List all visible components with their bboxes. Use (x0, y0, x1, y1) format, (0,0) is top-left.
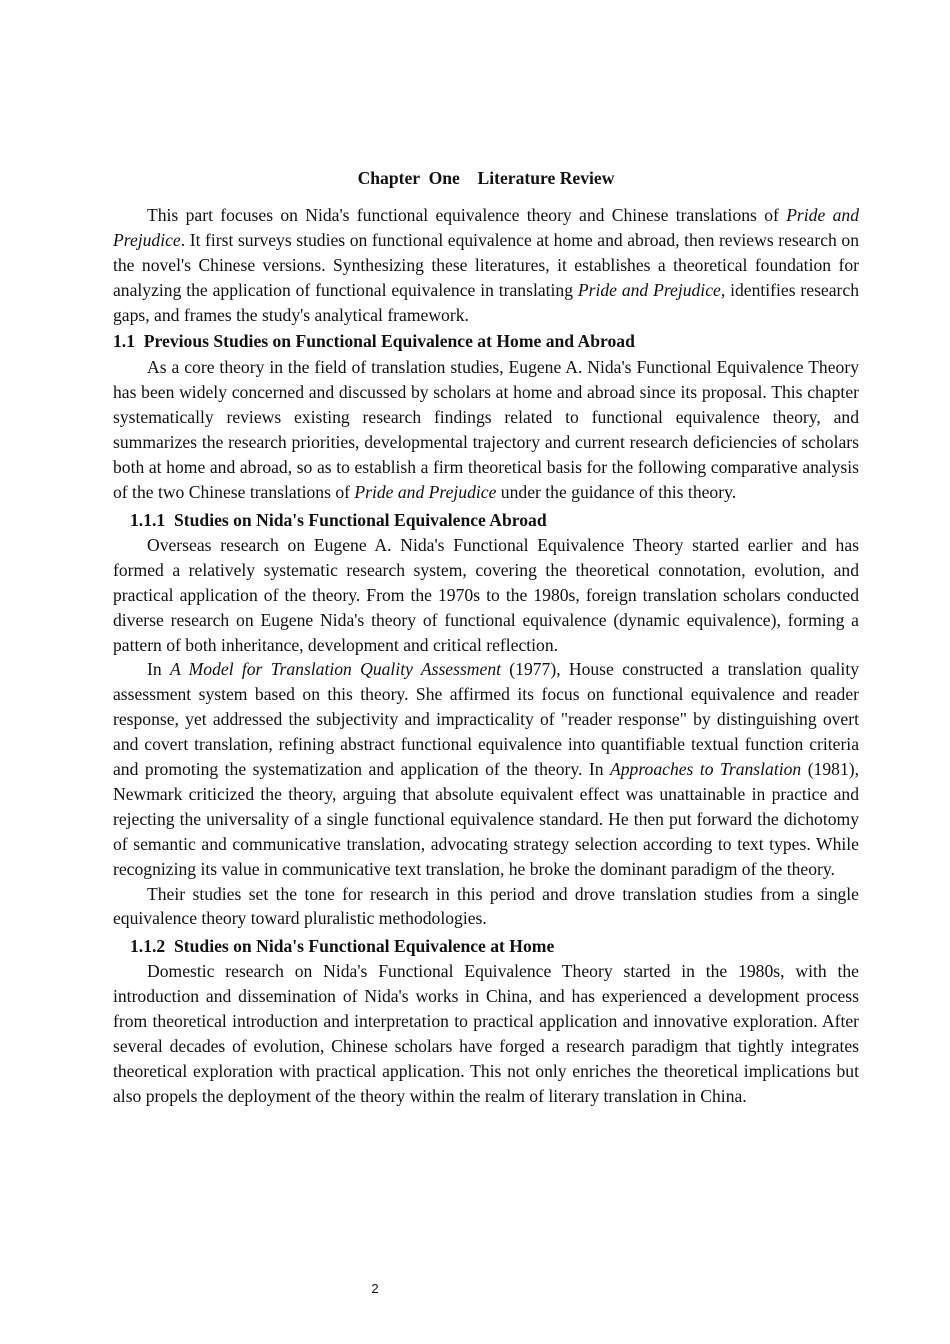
intro-paragraph (113, 203, 859, 328)
text-run: . It first surveys studies on functional equivalence at home and abroad, then reviews research on the novel's Chinese versions. Synthesizing these literatures, it establishes a theoretical foundation for analyzing the application of functional equivalence in translating (113, 229, 859, 300)
book-title: Pride and Prejudice (577, 279, 721, 300)
section-1-1-1-paragraph-3: Their studies set the tone for research in this period and drove translation studies from a single equivalence theory toward pluralistic methodologies. (113, 883, 859, 929)
text-run: This part focuses on Nida's functional equivalence theory and Chinese translations of (147, 204, 787, 225)
text-run: In (147, 659, 170, 680)
book-title: Pride and Prejudice (354, 481, 497, 502)
section-heading-1-1-1: 1.1.1 Studies on Nida's Functional Equivalence Abroad (130, 509, 547, 530)
book-title: Pride and Prejudice (113, 204, 859, 250)
text-run: , identifies research gaps, and frames the study's analytical framework. (113, 279, 859, 325)
text-run: (1977), House constructed a translation quality assessment system based on this theory. She affirmed its focus on functional equivalence and reader response, yet addressed the subjectivity and impracticality of "reader response" by distinguishing overt and covert translation, refining abstract functional equivalence into quantifiable textual function criteria and promoting the systematization and application of the theory. In (113, 659, 859, 780)
section-1-1-paragraph (113, 355, 859, 504)
text-run: under the guidance of this theory. (496, 481, 737, 502)
section-heading-1-1: 1.1 Previous Studies on Functional Equivalence at Home and Abroad (113, 331, 635, 352)
section-1-1-1-paragraph-1: Overseas research on Eugene A. Nida's Functional Equivalence Theory started earlier and has formed a relatively systematic research system, covering the theoretical connotation, evolution, and practical application of the theory. From the 1970s to the 1980s, foreign translation scholars conducted diverse research on Eugene Nida's theory of functional equivalence (dynamic equivalence), forming a pattern of both inheritance, development and critical reflection. (113, 534, 859, 655)
book-title: Approaches to Translation (610, 759, 802, 780)
book-title: A Model for Translation Quality Assessment (169, 659, 502, 680)
page-number: 2 (371, 1281, 379, 1296)
text-run: As a core theory in the field of translation studies, Eugene A. Nida's Functional Equivalence Theory has been widely concerned and discussed by scholars at home and abroad since its proposal. This chapter systematically reviews existing research findings related to functional equivalence theory, and summarizes the research priorities, developmental trajectory and current research deficiencies of scholars both at home and abroad, so as to establish a firm theoretical basis for the following comparative analysis of the two Chinese translations of (113, 357, 859, 502)
text-run: (1981), Newmark criticized the theory, arguing that absolute equivalent effect was unattainable in practice and rejecting the universality of a single functional equivalence standard. He then put forward the dichotomy of semantic and communicative translation, advocating strategy selection according to text types. While recognizing its value in communicative text translation, he broke the dominant paradigm of the theory. (113, 759, 860, 879)
section-1-1-1-paragraph-2 (113, 657, 859, 881)
chapter-title: Chapter One Literature Review (357, 168, 615, 188)
section-1-1-2-paragraph-1: Domestic research on Nida's Functional Equivalence Theory started in the 1980s, with the introduction and dissemination of Nida's works in China, and has experienced a development process from theoretical introduction and interpretation to practical application and innovative exploration. After several decades of evolution, Chinese scholars have forged a research paradigm that tightly integrates theoretical exploration with practical application. This not only enriches the theoretical implications but also propels the deployment of the theory within the realm of literary translation in China. (113, 961, 859, 1106)
document-page (113, 166, 859, 1109)
section-heading-1-1-2: 1.1.2 Studies on Nida's Functional Equivalence at Home (130, 936, 555, 957)
